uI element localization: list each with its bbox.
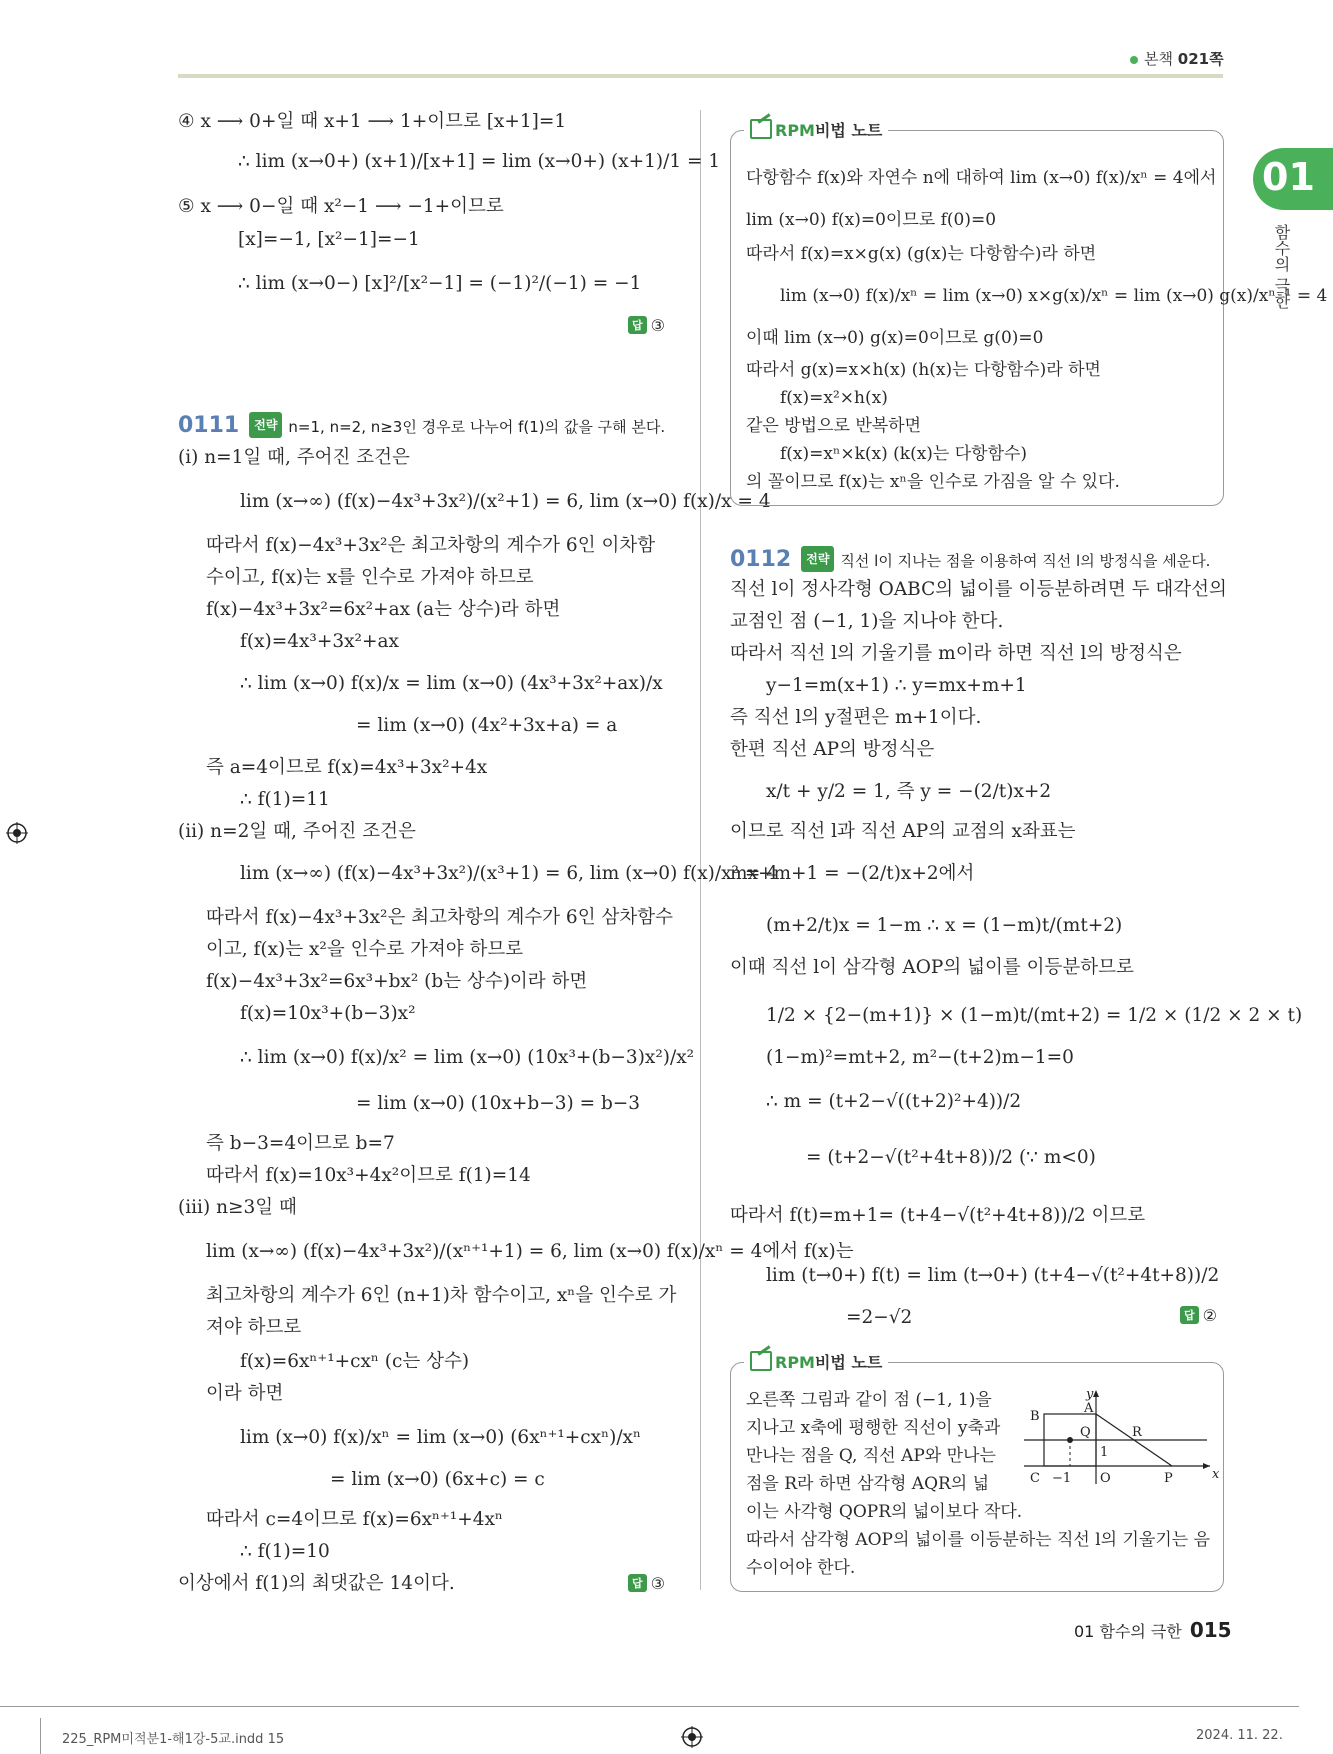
label-O: O	[1100, 1471, 1111, 1486]
page-header	[1130, 48, 1224, 69]
text-line: ∴ m = (t+2−√((t+2)²+4))/2	[766, 1091, 1022, 1112]
text-line: 한편 직선 AP의 방정식은	[730, 739, 935, 760]
label-B: B	[1030, 1409, 1040, 1424]
strategy-text: n=1, n=2, n≥3인 경우로 나누어 f(1)의 값을 구해 본다.	[288, 418, 666, 436]
note-title: 비법 노트	[814, 121, 883, 140]
y-axis-arrow-icon	[1093, 1390, 1099, 1397]
note-line: 지나고 x축에 평행한 직선이 y축과	[746, 1418, 1001, 1438]
rpm-logo-text: RPM	[775, 121, 815, 140]
text-line: 따라서 직선 l의 기울기를 m이라 하면 직선 l의 방정식은	[730, 643, 1182, 664]
note-line: 수이어야 한다.	[746, 1558, 856, 1578]
text-line: lim (x→0) f(x)/xⁿ = lim (x→0) (6xⁿ⁺¹+cxⁿ)/xⁿ	[240, 1427, 641, 1448]
text-line: = lim (x→0) (6x+c) = c	[330, 1469, 545, 1490]
text-line: 이때 직선 l이 삼각형 AOP의 넓이를 이등분하므로	[730, 957, 1134, 978]
note-line: f(x)=xⁿ×k(x) (k(x)는 다항함수)	[780, 444, 1028, 464]
note-line: 의 꼴이므로 f(x)는 xⁿ을 인수로 가짐을 알 수 있다.	[746, 472, 1120, 492]
text-line: ∴ lim (x→0−) [x]²/[x²−1] = (−1)²/(−1) = −1	[238, 273, 642, 294]
note-line: 따라서 삼각형 AOP의 넓이를 이등분하는 직선 l의 기울기는 음	[746, 1530, 1211, 1550]
text-line: = lim (x→0) (4x²+3x+a) = a	[356, 715, 618, 736]
text-line: 이므로 직선 l과 직선 AP의 교점의 x좌표는	[730, 821, 1076, 842]
text-line: 이고, f(x)는 x²을 인수로 가져야 하므로	[206, 939, 524, 960]
text-line: f(x)=6xⁿ⁺¹+cxⁿ (c는 상수)	[240, 1351, 470, 1372]
registration-mark-icon	[681, 1726, 703, 1748]
print-trim-line	[0, 1706, 1299, 1707]
answer-mark	[1180, 1306, 1217, 1325]
text-line: 따라서 f(x)=10x³+4x²이므로 f(1)=14	[206, 1165, 531, 1186]
answer-mark	[628, 1574, 665, 1593]
text-line: ∴ f(1)=11	[240, 789, 330, 810]
bullet-dot-icon	[1130, 56, 1138, 64]
text-line: (m+2/t)x = 1−m ∴ x = (1−m)t/(mt+2)	[766, 915, 1123, 936]
column-divider	[700, 110, 701, 1590]
text-line: lim (x→∞) (f(x)−4x³+3x²)/(x³+1) = 6, lim (x→0) f(x)/x² = 4	[240, 863, 778, 884]
strategy-tag: 전략	[249, 412, 282, 438]
note-line: 같은 방법으로 반복하면	[746, 416, 922, 436]
note-line: 다항함수 f(x)와 자연수 n에 대하여 lim (x→0) f(x)/xⁿ = 4에서	[746, 168, 1217, 188]
label-x: x	[1212, 1467, 1220, 1482]
text-line: (1−m)²=mt+2, m²−(t+2)m−1=0	[766, 1047, 1074, 1068]
text-line: 즉 a=4이므로 f(x)=4x³+3x²+4x	[206, 757, 488, 778]
text-line: (iii) n≥3일 때	[178, 1197, 297, 1218]
answer-value: ③	[650, 316, 665, 335]
text-line: lim (x→∞) (f(x)−4x³+3x²)/(x²+1) = 6, lim (x→0) f(x)/x = 4	[240, 491, 771, 512]
problem-heading-0112	[730, 546, 1210, 573]
text-line: ∴ lim (x→0+) (x+1)/[x+1] = lim (x→0+) (x+1)/1 = 1	[238, 151, 721, 172]
problem-number: 0111	[178, 413, 240, 438]
label-minus-one: −1	[1052, 1471, 1072, 1486]
text-line: (ii) n=2일 때, 주어진 조건은	[178, 821, 416, 842]
text-line: 즉 직선 l의 y절편은 m+1이다.	[730, 707, 982, 728]
text-line: mx+m+1 = −(2/t)x+2에서	[730, 863, 975, 884]
label-A: A	[1084, 1401, 1094, 1416]
note-line: lim (x→0) f(x)=0이므로 f(0)=0	[746, 210, 997, 230]
text-line: =2−√2	[846, 1307, 913, 1328]
pencil-note-icon	[750, 1351, 772, 1371]
strategy-text: 직선 l이 지나는 점을 이용하여 직선 l의 방정식을 세운다.	[840, 552, 1211, 570]
text-line: (i) n=1일 때, 주어진 조건은	[178, 447, 410, 468]
text-line: 따라서 f(x)−4x³+3x²은 최고차항의 계수가 6인 이차함	[206, 535, 656, 556]
text-line: ⑤ x ⟶ 0−일 때 x²−1 ⟶ −1+이므로	[178, 196, 504, 217]
header-page: 021쪽	[1177, 50, 1224, 68]
text-line: lim (x→∞) (f(x)−4x³+3x²)/(xⁿ⁺¹+1) = 6, lim (x→0) f(x)/xⁿ = 4에서 f(x)는	[206, 1241, 854, 1262]
text-line: f(x)=10x³+(b−3)x²	[240, 1003, 416, 1024]
note-line: 이때 lim (x→0) g(x)=0이므로 g(0)=0	[746, 328, 1044, 348]
note-title: 비법 노트	[814, 1353, 883, 1372]
text-line: ④ x ⟶ 0+일 때 x+1 ⟶ 1+이므로 [x+1]=1	[178, 111, 567, 132]
text-line: f(x)−4x³+3x²=6x²+ax (a는 상수)라 하면	[206, 599, 561, 620]
text-line: 따라서 f(t)=m+1= (t+4−√(t²+4t+8))/2 이므로	[730, 1205, 1146, 1226]
answer-badge: 답	[1180, 1306, 1199, 1324]
note-line: lim (x→0) f(x)/xⁿ = lim (x→0) x×g(x)/xⁿ = lim (x→0) g(x)/xⁿ⁻¹ = 4	[780, 286, 1328, 306]
answer-badge: 답	[628, 1574, 647, 1592]
note-line: f(x)=x²×h(x)	[780, 388, 888, 408]
label-Q: Q	[1080, 1425, 1091, 1440]
text-line: ∴ f(1)=10	[240, 1541, 330, 1562]
label-P: P	[1164, 1471, 1173, 1486]
text-line: 최고차항의 계수가 6인 (n+1)차 함수이고, xⁿ을 인수로 가	[206, 1285, 677, 1306]
header-book: 본책	[1144, 50, 1173, 68]
text-line: f(x)−4x³+3x²=6x³+bx² (b는 상수)이라 하면	[206, 971, 588, 992]
text-line: = lim (x→0) (10x+b−3) = b−3	[356, 1093, 641, 1114]
registration-mark-icon	[6, 822, 28, 844]
note-line: 이는 사각형 QOPR의 넓이보다 작다.	[746, 1502, 1023, 1522]
print-file-name: 225_RPM미적분1-해1강-5교.indd 15	[62, 1732, 285, 1747]
answer-value: ②	[1202, 1306, 1217, 1325]
text-line: 따라서 c=4이므로 f(x)=6xⁿ⁺¹+4xⁿ	[206, 1509, 503, 1530]
print-date: 2024. 11. 22.	[1196, 1728, 1283, 1743]
text-line: lim (t→0+) f(t) = lim (t→0+) (t+4−√(t²+4t+8))/2	[766, 1265, 1220, 1286]
point-minus1-1	[1067, 1437, 1073, 1443]
text-line: = (t+2−√(t²+4t+8))/2 (∵ m<0)	[806, 1147, 1096, 1168]
text-line: 수이고, f(x)는 x를 인수로 가져야 하므로	[206, 567, 534, 588]
text-line: 져야 하므로	[206, 1317, 302, 1338]
square-triangle-figure	[1022, 1384, 1218, 1490]
footer-page-number: 015	[1189, 1618, 1232, 1642]
rpm-note-label	[744, 1350, 888, 1373]
text-line: [x]=−1, [x²−1]=−1	[238, 229, 420, 250]
label-y: y	[1086, 1387, 1094, 1402]
text-line: ∴ lim (x→0) f(x)/x² = lim (x→0) (10x³+(b−3)x²)/x²	[240, 1047, 695, 1068]
text-line: 1/2 × {2−(m+1)} × (1−m)t/(mt+2) = 1/2 × (1/2 × 2 × t)	[766, 1005, 1303, 1026]
header-rule	[178, 74, 1223, 78]
chapter-title: 함수의 극한	[1272, 224, 1291, 310]
label-one: 1	[1100, 1445, 1109, 1460]
label-C: C	[1030, 1471, 1040, 1486]
note-line: 오른쪽 그림과 같이 점 (−1, 1)을	[746, 1390, 992, 1410]
note-line: 점을 R라 하면 삼각형 AQR의 넓	[746, 1474, 990, 1494]
answer-mark	[628, 316, 665, 335]
text-line: 직선 l이 정사각형 OABC의 넓이를 이등분하려면 두 대각선의	[730, 579, 1227, 600]
x-axis-arrow-icon	[1203, 1463, 1210, 1469]
footer-chapter: 01 함수의 극한	[1074, 1622, 1182, 1641]
page-footer	[1074, 1618, 1232, 1642]
problem-heading-0111	[178, 412, 665, 439]
answer-value: ③	[650, 1574, 665, 1593]
text-line: f(x)=4x³+3x²+ax	[240, 631, 399, 652]
chapter-number: 01	[1262, 155, 1315, 199]
text-line: y−1=m(x+1) ∴ y=mx+m+1	[766, 675, 1027, 696]
crop-mark	[40, 1718, 41, 1754]
strategy-tag: 전략	[801, 546, 834, 572]
text-line: 따라서 f(x)−4x³+3x²은 최고차항의 계수가 6인 삼차함수	[206, 907, 673, 928]
rpm-note-label	[744, 118, 888, 141]
answer-badge: 답	[628, 316, 647, 334]
text-line: 이라 하면	[206, 1383, 284, 1404]
label-R: R	[1132, 1425, 1142, 1440]
problem-number: 0112	[730, 547, 792, 572]
rpm-logo-text: RPM	[775, 1353, 815, 1372]
note-line: 따라서 g(x)=x×h(x) (h(x)는 다항함수)라 하면	[746, 360, 1101, 380]
text-line: x/t + y/2 = 1, 즉 y = −(2/t)x+2	[766, 781, 1052, 802]
text-line: 교점인 점 (−1, 1)을 지나야 한다.	[730, 611, 1004, 632]
note-line: 만나는 점을 Q, 직선 AP와 만나는	[746, 1446, 996, 1466]
note-line: 따라서 f(x)=x×g(x) (g(x)는 다항함수)라 하면	[746, 244, 1097, 264]
pencil-note-icon	[750, 119, 772, 139]
text-line: 즉 b−3=4이므로 b=7	[206, 1133, 395, 1154]
text-line: ∴ lim (x→0) f(x)/x = lim (x→0) (4x³+3x²+ax)/x	[240, 673, 663, 694]
text-line: 이상에서 f(1)의 최댓값은 14이다.	[178, 1573, 455, 1594]
